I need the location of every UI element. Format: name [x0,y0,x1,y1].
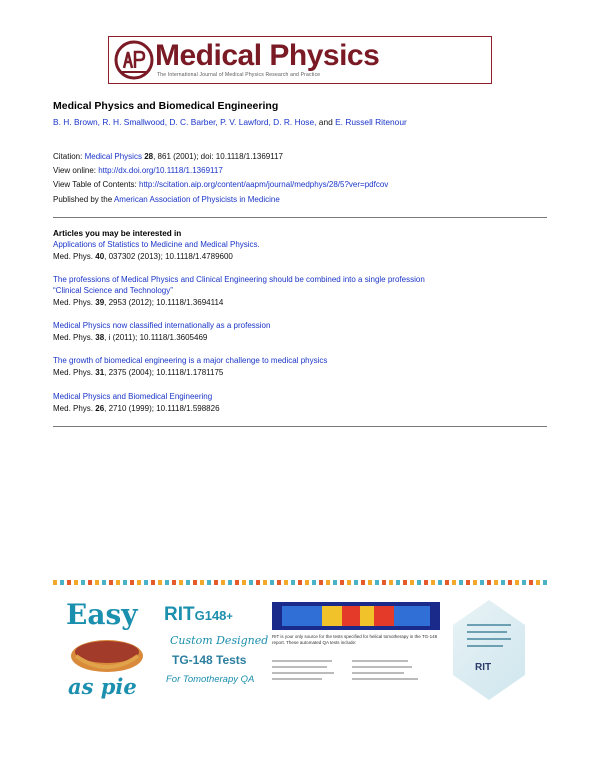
related-article-citation [53,252,233,261]
rit-g148-text: G148 [194,608,227,623]
author-links[interactable]: B. H. Brown, R. H. Smallwood, D. C. Barber, P. V. Lawford, D. R. Hose, [53,117,317,127]
related-article-citation [53,404,220,413]
related-heading: Articles you may be interested in [53,229,182,238]
toc-link[interactable]: http://scitation.aip.org/content/aapm/journal/medphys/28/5?ver=pdfcov [139,180,389,189]
rit-plus: + [226,611,233,623]
citation-rest: , 861 (2001); doi: 10.1118/1.1369117 [153,152,283,161]
citation-rest: , 2375 (2004); 10.1118/1.1781175 [104,368,224,377]
ad-line-tests: TG-148 Tests [172,653,247,667]
citation-volume: 38 [95,333,105,342]
citation-journal: Med. Phys. [53,404,94,413]
view-online-line [53,166,223,175]
view-online-link[interactable]: http://dx.doi.org/10.1118/1.1369117 [98,166,223,175]
tg148-ad-panel[interactable] [272,602,440,690]
ad-test-list [272,648,440,684]
related-article-title[interactable]: The professions of Medical Physics and Clinical Engineering should be combined into a single profession [53,275,425,284]
published-label: Published by the [53,195,113,204]
article-authors [53,117,407,127]
ad-line-custom: Custom Designed [170,634,269,647]
journal-logo-subtitle: The International Journal of Medical Physics Research and Practice [157,72,321,78]
related-article-citation [53,368,223,377]
citation-rest: , i (2011); 10.1118/1.3605469 [104,333,208,342]
authors-and: and [318,117,333,127]
citation-rest: , 2710 (1999); 10.1118/1.598826 [104,404,220,413]
journal-banner[interactable] [108,36,492,84]
related-article-title-cont[interactable]: “Clinical Science and Technology” [53,286,173,295]
citation-volume: 28 [144,152,154,161]
as-pie-text: as pie [68,674,137,699]
rit-logo-text: RIT [164,604,195,625]
article-title: Medical Physics and Biomedical Engineering [53,100,279,112]
related-article-citation [53,298,223,307]
rit-small-logo: RIT [475,662,492,673]
citation-journal: Med. Phys. [53,298,94,307]
citation-journal: Med. Phys. [53,368,94,377]
view-online-label: View online: [53,166,96,175]
easy-text: Easy [66,598,138,631]
divider-bottom [53,426,547,427]
divider-top [53,217,547,218]
publisher-line [53,195,280,204]
citation-rest: , 037302 (2013); 10.1118/1.4789600 [104,252,233,261]
citation-rest: , 2953 (2012); 10.1118/1.3694114 [104,298,224,307]
citation-journal: Med. Phys. [53,252,94,261]
publisher-link[interactable]: American Association of Physicists in Medicine [113,195,280,204]
author-link-last[interactable]: E. Russell Ritenour [335,117,407,127]
dose-profile-image [272,602,440,630]
ad-description: RIT is your only source for the tests specified for helical tomotherapy in the TG-148 report. These automated QA tests include: [272,634,438,645]
toc-label: View Table of Contents: [53,180,137,189]
journal-logo-title: Medical Physics [155,39,380,72]
related-article-title[interactable]: Medical Physics and Biomedical Engineering [53,392,213,401]
aapm-icon [114,40,154,80]
rit-ad-panel[interactable] [160,598,269,698]
hex-background [453,600,525,700]
related-article-title[interactable]: Medical Physics now classified internationally as a profession [53,321,271,330]
citation-line [53,152,283,161]
toc-line [53,180,388,189]
rit-g148-logo [164,604,233,626]
easy-as-pie-graphic[interactable] [62,594,152,702]
citation-volume: 26 [95,404,105,413]
citation-volume: 39 [95,298,105,307]
related-article-citation [53,333,207,342]
citation-label: Citation: [53,152,83,161]
citation-journal: Med. Phys. [53,333,94,342]
citation-journal-link[interactable]: Medical Physics [84,152,142,161]
ad-line-tomotherapy: For Tomotherapy QA [166,674,255,685]
ad-dotted-border [53,580,547,585]
citation-volume: 40 [95,252,105,261]
rit-hex-ad[interactable] [453,600,525,700]
citation-volume: 31 [95,368,105,377]
related-article-title[interactable]: The growth of biomedical engineering is a major challenge to medical physics [53,356,328,365]
related-article-title[interactable]: Applications of Statistics to Medicine and Medical Physics. [53,240,260,249]
